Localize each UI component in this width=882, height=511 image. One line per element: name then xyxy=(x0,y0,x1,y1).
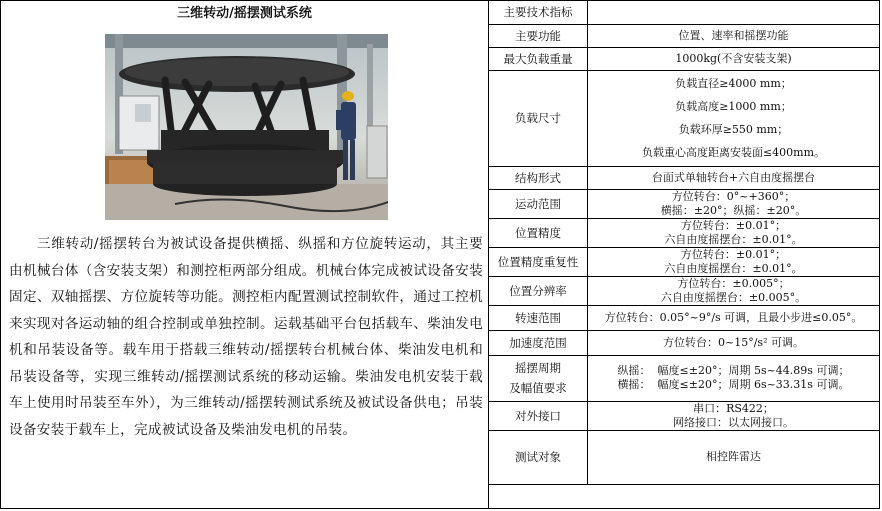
spec-value-line: 相控阵雷达 xyxy=(706,450,761,463)
spec-value-line: 串口：RS422； xyxy=(693,401,774,415)
spec-key: 位置分辨率 xyxy=(489,276,588,305)
spec-value xyxy=(588,24,880,47)
spec-value xyxy=(588,401,880,430)
spec-key: 测试对象 xyxy=(489,430,588,484)
spec-value-line: 六自由度摇摆台：±0.005°。 xyxy=(660,290,807,304)
spec-value xyxy=(588,47,880,70)
spec-key: 运动范围 xyxy=(489,189,588,218)
spec-value-line: 方位转台：0.05°~9°/s 可调，且最小步进≤0.05°。 xyxy=(604,310,863,324)
system-description: 三维转动/摇摆转台为被试设备提供横摇、纵摇和方位旋转运动，其主要由机械台体（含安装支架）和测控柜两部分组成。机械台体完成被试设备安装固定、双轴摇摆、方位旋转等功能。测控柜内配置测试控制软件，通过工控机来实现对各运动轴的组合控制或单独控制。运载基础平台包括载车、柴油发电机和吊装设备等。载车用于搭载三维转动/摇摆转台机械台体、柴油发电机和吊装设备等，实现三维转动/摇摆测试系统的移动运输。柴油发电机安装于载车上使用时吊装至车外），为三维转动/摇摆转测试系统及被试设备供电；吊装设备安装于载车上，完成被试设备及柴油发电机的吊装。 xyxy=(9,236,483,438)
spec-value-line: 六自由度摇摆台：±0.01°。 xyxy=(664,232,803,246)
spec-header-key: 主要技术指标 xyxy=(489,1,588,24)
spec-key: 结构形式 xyxy=(489,166,588,189)
spec-row xyxy=(489,70,879,166)
spec-value-line: 台面式单轴转台+六自由度摇摆台 xyxy=(651,170,816,184)
spec-value-line: 负载环厚≥550 mm； xyxy=(678,123,789,136)
spec-value xyxy=(588,430,880,484)
spec-row xyxy=(489,247,879,276)
spec-key-line: 摇摆周期 xyxy=(515,361,561,375)
spec-row xyxy=(489,401,879,430)
spec-value-line: 横摇：±20°；纵摇：±20°。 xyxy=(660,203,807,217)
spec-key: 负载尺寸 xyxy=(489,70,588,166)
spec-row xyxy=(489,430,879,484)
spec-key-line: 及幅值要求 xyxy=(509,381,567,395)
spec-value xyxy=(588,305,880,330)
spec-row xyxy=(489,330,879,355)
spec-value-line: 负载直径≥4000 mm； xyxy=(675,77,792,90)
spec-row xyxy=(489,189,879,218)
spec-key: 转速范围 xyxy=(489,305,588,330)
spec-value xyxy=(588,218,880,247)
spec-value-line: 方位转台：±0.005°； xyxy=(677,276,790,290)
spec-value-line: 方位转台：0°~+360°； xyxy=(671,189,796,203)
spec-value xyxy=(588,166,880,189)
spec-value xyxy=(588,276,880,305)
spec-row xyxy=(489,166,879,189)
spec-value-line: 方位转台：±0.01°； xyxy=(680,218,787,232)
spec-row xyxy=(489,218,879,247)
spec-value xyxy=(588,247,880,276)
spec-value-line: 1000kg(不含安装支架) xyxy=(675,51,792,65)
spec-value-line: 横摇： 幅度≤±20°；周期 6s~33.31s 可调。 xyxy=(617,378,850,391)
spec-header-row xyxy=(489,1,879,24)
left-panel xyxy=(1,1,489,508)
spec-row xyxy=(489,24,879,47)
spec-value xyxy=(588,70,880,166)
system-title: 三维转动/摇摆测试系统 xyxy=(177,6,312,21)
spec-row xyxy=(489,355,879,401)
turntable-photo-illustration xyxy=(105,34,388,220)
spec-row xyxy=(489,276,879,305)
spec-value xyxy=(588,330,880,355)
spec-value-line: 负载高度≥1000 mm； xyxy=(675,100,792,113)
spec-key: 加速度范围 xyxy=(489,330,588,355)
spec-row xyxy=(489,305,879,330)
spec-value xyxy=(588,355,880,401)
spec-value-line: 六自由度摇摆台：±0.01°。 xyxy=(664,261,803,275)
spec-value-line: 位置、速率和摇摆功能 xyxy=(678,28,789,42)
spec-row xyxy=(489,47,879,70)
spec-key: 最大负载重量 xyxy=(489,47,588,70)
turntable-photo xyxy=(105,34,388,220)
spec-value-line: 方位转台：±0.01°； xyxy=(680,247,787,261)
spec-value-line: 方位转台：0~15°/s² 可调。 xyxy=(663,335,804,349)
spec-value-line: 网络接口：以太网接口。 xyxy=(673,415,794,429)
spec-value-line: 纵摇： 幅度≤±20°；周期 5s~44.89s 可调； xyxy=(617,364,850,377)
spec-key: 位置精度 xyxy=(489,218,588,247)
spec-table xyxy=(489,1,879,485)
spec-key xyxy=(489,355,588,401)
spec-key: 位置精度重复性 xyxy=(489,247,588,276)
spec-header-value xyxy=(588,1,880,24)
spec-key: 对外接口 xyxy=(489,401,588,430)
spec-value xyxy=(588,189,880,218)
spec-key: 主要功能 xyxy=(489,24,588,47)
spec-value-line: 负载重心高度距离安装面≤400mm。 xyxy=(641,146,826,159)
spec-panel xyxy=(489,1,879,508)
